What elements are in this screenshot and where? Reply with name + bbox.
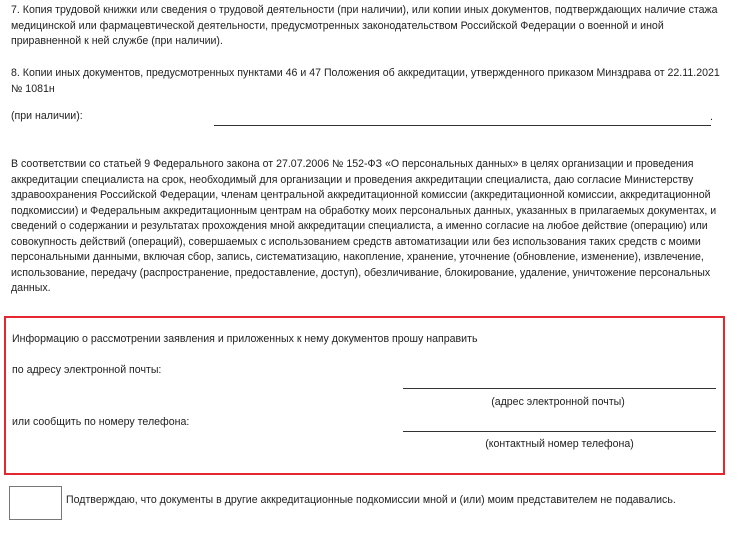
phone-label: или сообщить по номеру телефона: [12,416,190,428]
notification-section [4,316,725,475]
notification-intro: Информацию о рассмотрении заявления и приложенных к нему документов прошу направить [12,333,478,345]
if-available-end-mark: . [710,111,713,123]
if-available-label: (при наличии): [11,110,83,122]
email-caption: (адрес электронной почты) [491,396,625,408]
item-7-text: 7. Копия трудовой книжки или сведения о трудовой деятельности (при наличии), или копии иных документов, подтверждающих наличие стажа медицинской или фармацевтической деятельности, предусмотренных законодательством Российской Федерации о военной и иной приравненной к ней службе (при наличии). [11,4,718,47]
if-available-input-line[interactable] [214,125,711,126]
confirmation-checkbox[interactable] [9,486,62,520]
email-label: по адресу электронной почты: [12,364,162,376]
phone-field[interactable] [403,431,716,432]
if-available-row [11,110,727,128]
personal-data-consent-text: В соответствии со статьей 9 Федерального закона от 27.07.2006 № 152-ФЗ «О персональных данных» в целях организации и проведения аккредитации специалиста на срок, необходимый для организации и проведения аккредитации специалиста, даю согласие Министерству здравоохранения Российской Федерации, членам центральной аккредитационной комиссии (аккредитационной комиссии, аккредитационной подкомиссии) и Федеральным аккредитационным центрам на обработку моих персональных данных, указанных в прилагаемых документах, и сведений о содержании и результатах прохождения мной аккредитации специалиста, а именно согласие на любое действие (операцию) или совокупность действий (операций), совершаемых с использованием средств автоматизации или без использования таких средств с моими персональными данными, включая сбор, запись, систематизацию, накопление, хранение, уточнение (обновление, изменение), извлечение, использование, передачу (распространение, предоставление, доступ), обезличивание, блокирование, удаление, уничтожение персональных данных. [11,158,717,294]
confirmation-text: Подтверждаю, что документы в другие аккредитационные подкомиссии мной и (или) моим представителем не подавались. [66,494,676,506]
phone-caption: (контактный номер телефона) [485,438,634,450]
email-field[interactable] [403,388,716,389]
item-8-text: 8. Копии иных документов, предусмотренных пунктами 46 и 47 Положения об аккредитации, утвержденного приказом Минздрава от 22.11.2021 № 1081н [11,67,720,95]
